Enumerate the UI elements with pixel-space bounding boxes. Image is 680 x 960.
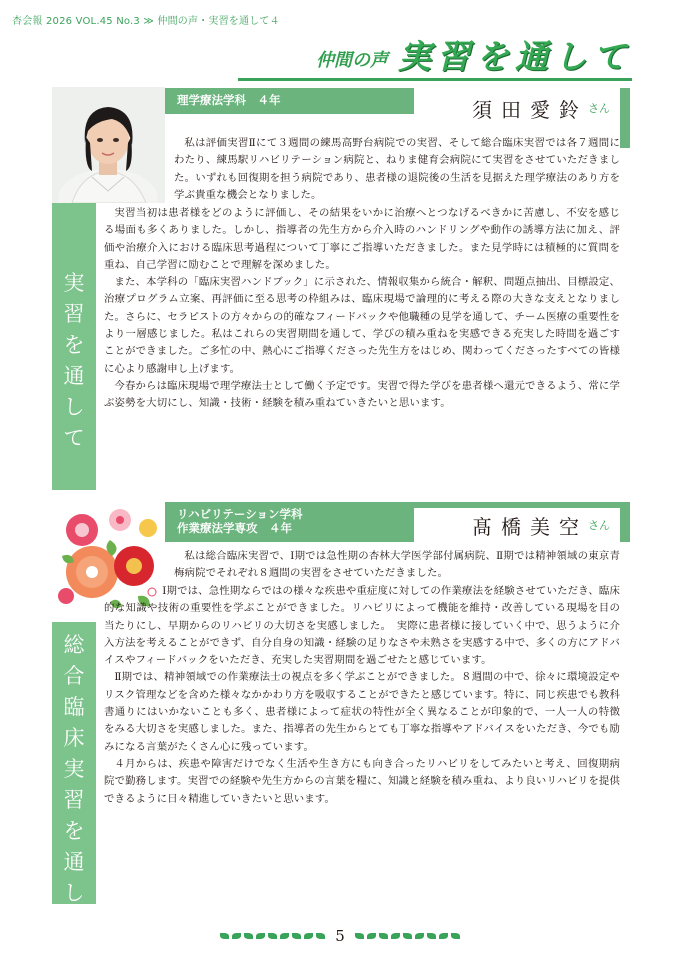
vine-ornament-right [355,933,460,939]
side-label-2: 総 合 臨 床 実 習 を 通 し [63,633,85,905]
paragraph: ４月からは、疾患や障害だけでなく生活や生き方にも向き合ったリハビリをしてみたいと考え、回復期病院で勤務します。実習での経験や先生方からの言葉を糧に、知識と経験を積み重ね、より良いリハビリを提供できるように日々精進していきたいと思います。 [104,757,620,805]
section-2-intro [174,548,620,583]
name-box-2 [414,508,620,542]
header-cap-1 [620,114,630,148]
header-cap-2 [620,508,630,542]
paragraph: 私は総合臨床実習で、Ⅰ期では急性期の杏林大学医学部付属病院、Ⅱ期では精神領域の東京青梅病院でそれぞれ８週間の実習をさせていただきました。 [174,550,620,580]
side-label-1: 実 習 を 通 し て [63,271,85,450]
section-1-body [104,205,620,413]
title-underline [238,78,632,81]
page-title [316,34,632,78]
title-small: 仲間の声 [316,50,388,71]
page-footer [0,927,680,945]
name-box-1 [414,88,620,128]
honorific-1: さん [588,102,610,115]
paragraph: Ⅱ期では、精神領域での作業療法士の視点を多く学ぶことができました。８週間の中で、徐々に環境設定やリスク管理などを含めた様々なかかわり方を吸収することができたと感じています。特に、同じ疾患でも教科書通りにはいかないことも多く、患者様によって症状の特性が全く異なることが印象的で、一人一人の特徴をみる大切さを実感しました。また、指導者の先生からとても丁寧な指導やアドバイスをいただき、今でも励みになる言葉がたくさん心に残っています。 [104,671,620,753]
paragraph: 今春からは臨床現場で理学療法士として働く予定です。実習で得た学びを患者様へ還元できるよう、常に学ぶ姿勢を大切にし、知識・技術・経験を積み重ねていきたいと思います。 [104,379,620,410]
page-number: 5 [335,927,345,945]
paragraph: また、本学科の「臨床実習ハンドブック」に示された、情報収集から統合・解釈、問題点抽出、目標設定、治療プログラム立案、再評価に至る思考の枠組みは、臨床現場で論理的に考える際の大きな支えとなりました。さらに、セラピストの方々からの的確なフィードバックや他職種の見学を通して、チーム医療の重要性をより一層感じました。私はこれらの実習期間を通して、学びの積み重ねを実感できる充実した時間を過ごすことができました。ご多忙の中、熱心にご指導くださった先生方をはじめ、関わってくださったすべての皆様に心より感謝申し上げます。 [104,276,620,375]
section-1-intro [174,135,620,204]
running-head: 杏会報 2026 VOL.45 No.3 ≫ 仲間の声・実習を通して４ [12,16,280,27]
student-name-2: 髙橋美空 [472,514,588,539]
paragraph: 実習当初は患者様をどのように評価し、その結果をいかに治療へとつなげるべきかに苦慮し、不安を感じる場面も多くありました。しかし、指導者の先生方から介入時のハンドリングや動作の誘導方法に加え、評価や治療介入における臨床思考過程について丁寧にご指導いただきました。また見学時には積極的に質問を重ね、自己学習に励むことで理解を深めました。 [104,207,620,271]
honorific-2: さん [588,519,610,532]
department-2: リハビリテーション学科 作業療法学専攻 ４年 [177,507,303,535]
department-1: 理学療法学科 ４年 [177,93,281,107]
vine-ornament-left [220,933,325,939]
student-name-1: 須田愛鈴 [472,97,588,122]
section-2-body [104,583,620,808]
paragraph: 私は評価実習Ⅱにて３週間の練馬高野台病院での実習、そして総合臨床実習では各７週間にわたり、練馬駅リハビリテーション病院と、ねりま健育会病院にて実習をさせていただきました。いずれも回復期を担う病院であり、患者様の退院後の生活を見据えた理学療法のあり方を学ぶ貴重な機会となりました。 [174,137,620,201]
title-big: 実習を通して [398,37,632,76]
paragraph: Ⅰ期では、急性期ならではの様々な疾患や重症度に対しての作業療法を経験させていただき、臨床的な知識や技術の重要性を学ぶことができました。リハビリによって機能を維持・改善している現場を目の当たりにし、早期からのリハビリの大切さを実感しました。 実際に患者様に接していく中で、思うように介入方法を考えることができず、自分自身の知識・経験の足りなさや未熟さを実感する中で、多くの方にアドバイスやフィードバックをいただき、充実した実習期間を過ごせたと感じています。 [104,585,620,667]
student-photo-1 [52,87,165,203]
